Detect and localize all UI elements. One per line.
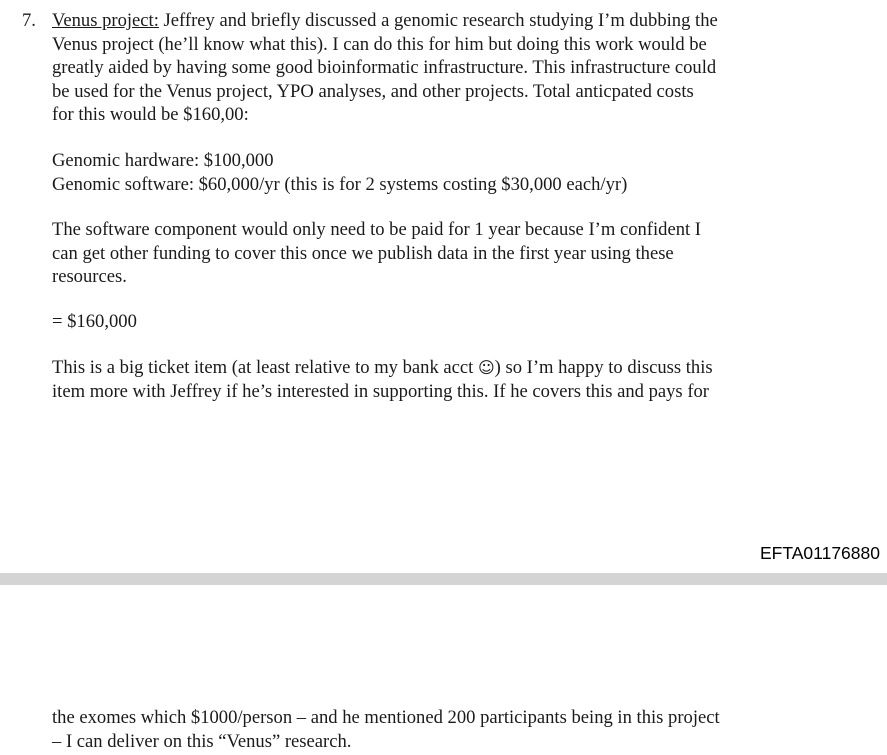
paragraph-line: can get other funding to cover this once we publish data in the first year using these [52,242,674,264]
big-ticket-paragraph [52,356,812,403]
paragraph-text: Jeffrey and briefly discussed a genomic research studying I’m dubbing the [158,10,718,31]
cost-hardware: Genomic hardware: $100,000 [52,150,274,171]
paragraph-line: greatly aided by having some good bioinformatic infrastructure. This infrastructure could [52,57,717,78]
paragraph-text: This is a big ticket item (at least relative to my bank acct [52,357,478,378]
document-page-2 [0,585,887,755]
paragraph-line: for this would be $160,00: [52,104,249,125]
bates-number: EFTA01176880 [760,543,880,563]
paragraph-text: ) so I’m happy to discuss this [494,357,713,378]
paragraph-line [52,9,812,33]
paragraph-line: be used for the Venus project, YPO analyses, and other projects. Total anticpated costs [52,80,694,102]
paragraph-line: item more with Jeffrey if he’s interested in supporting this. If he covers this and pays for [52,380,709,402]
page-separator [0,573,887,585]
paragraph-line: resources. [52,266,127,287]
continuation-paragraph [52,706,812,753]
paragraph-line: the exomes which $1000/person – and he mentioned 200 participants being in this project [52,707,720,728]
cost-software: Genomic software: $60,000/yr (this is for 2 systems costing $30,000 each/yr) [52,173,628,195]
paragraph-line: The software component would only need to be paid for 1 year because I’m confident I [52,219,702,240]
section-heading: Venus project: [52,10,159,31]
smiley-icon: ☺ [477,358,495,377]
software-paragraph [52,218,812,289]
paragraph-line [52,356,812,380]
cost-breakdown [52,149,812,196]
venus-project-paragraph [52,9,812,127]
paragraph-line: Venus project (he’ll know what this). I can do this for him but doing this work would be [52,33,707,55]
total-cost [52,310,812,334]
list-item-number: 7. [22,10,36,31]
total-line: = $160,000 [52,311,137,332]
paragraph-line: – I can deliver on this “Venus” research. [52,730,352,752]
